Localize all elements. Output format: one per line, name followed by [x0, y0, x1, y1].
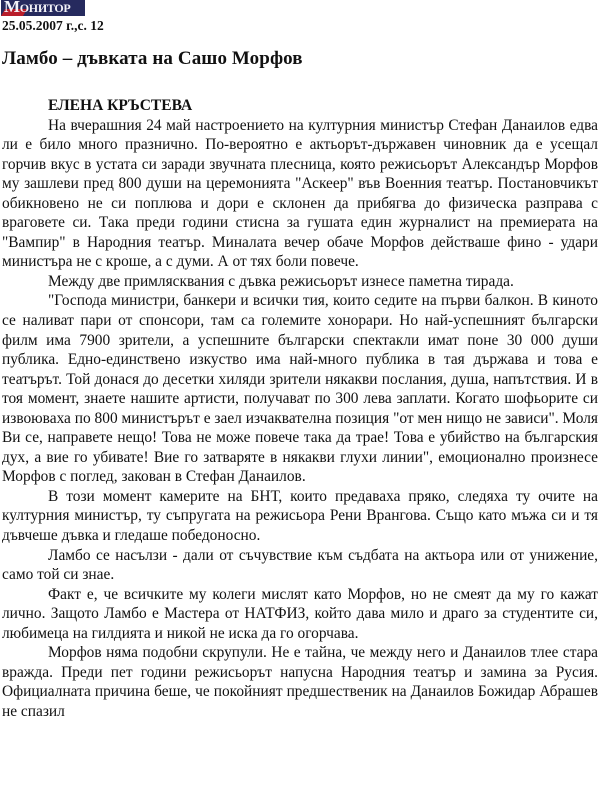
- article-body: [2, 96, 598, 722]
- article-title: Ламбо – дъвката на Сашо Морфов: [2, 48, 303, 69]
- paragraph: Между две примлясквания с дъвка режисьорът изнесе паметна тирада.: [48, 272, 514, 290]
- paragraph: Факт е, че всичките му колеги мислят като Морфов, но не смеят да му го кажат лично. Защото Ламбо е Мастера от НАТФИЗ, който дава мило и драго за студентите си, любимеца на гилдията и никой не иска да го огорчава.: [2, 585, 598, 642]
- paragraph: "Господа министри, банкери и всички тия, които седите на първи балкон. В киното се наливат пари от спонсори, там са големите хонорари. Но най-успешният български филм има 7900 зрители, а успешните български спектакли имат поне 30 000 души публика. Едно-единствено изкуство има най-много публика в тая държава и това е театърът. Той донася до десетки хиляди зрители някакви послания, душа, напътствия. И в тоя момент, знаете нашите артисти, получават по 300 лева заплати. Когато шофьорите си извоюваха по 800 министърът е заел изчаквателна позиция "от мен нищо не зависи". Моля Ви се, направете нещо! Това не може повече така да трае! Това е убийство на българския дух, а вие го убивате! Вие го затваряте в някакви глухи линии", емоционално произнесе Морфов с поглед, закован в Стефан Данаилов.: [2, 292, 598, 486]
- paragraph: В този момент камерите на БНТ, които предаваха пряко, следяха ту очите на културния министър, ту съпругата на режисьора Рени Врангова. Също като мъжа си и тя дъвчеше дъвка и гледаше победоносно.: [2, 487, 598, 545]
- dateline: 25.05.2007 г.,с. 12: [2, 18, 104, 33]
- newspaper-logo: [1, 0, 85, 16]
- paragraph: Морфов няма подобни скрупули. Не е тайна, че между него и Данаилов тлее стара вражда. Преди пет години режисьорът напусна Народния театър и замина за Русия. Официалната причина беше, че покойният предшественик на Данаилов Божидар Абрашев не спазил: [2, 644, 598, 720]
- paragraph: Ламбо се насълзи - дали от съчувствие към съдбата на актьора или от унижение, само той си знае.: [2, 546, 598, 584]
- paragraph: На вчерашния 24 май настроението на културния министър Стефан Данаилов едва ли е било много празнично. По-вероятно е актьорът-държавен чиновник да е усещал горчив вкус в устата си заради звучната плесница, която режисьорът Александър Морфов му зашлеви пред 800 души на церемонията "Аскеер" във Военния театър. Постановчикът обикновено не си поплюва и дори е склонен да прибягва до физическа разправа с враговете си. Така преди години стисна за гушата един журналист на премиерата на "Вампир" в Народния театър. Миналата вечер обаче Морфов действаше фино - удари министъра не с кроше, а с думи. А от тях боли повече.: [2, 116, 598, 271]
- logo-text: Монитор: [4, 0, 71, 16]
- author-byline: ЕЛЕНА КРЪСТЕВА: [48, 97, 193, 114]
